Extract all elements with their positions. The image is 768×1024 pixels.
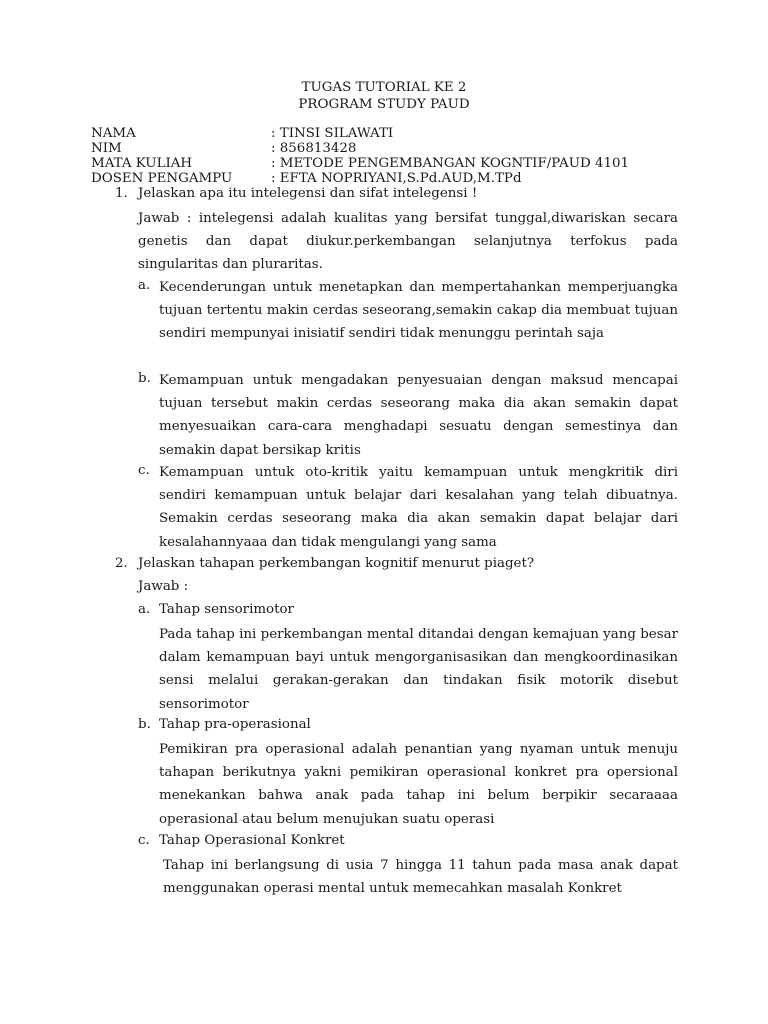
question-number: 2. (115, 556, 128, 571)
item-text: Pemikiran pra operasional adalah penantian yang nyaman untuk menuju tahapan berikutnya yakni pemikiran operasional konkret pra opersional menekankan bahwa anak pada tahap ini belum berpikir secaraaaa operasional atau belum menujukan suatu operasi (159, 742, 678, 827)
answer-label: Jawab : (138, 579, 189, 594)
question-text: Jelaskan tahapan perkembangan kognitif menurut piaget? (138, 556, 535, 571)
info-label: NIM (91, 141, 122, 156)
info-label: DOSEN PENGAMPU (91, 171, 233, 186)
info-value: : 856813428 (271, 141, 357, 156)
item-marker: a. (138, 602, 151, 617)
item-text: Pada tahap ini perkembangan mental ditandai dengan kemajuan yang besar dalam kemampuan bayi untuk mengorganisasikan dan mengkoordinasikan sensi melalui gerakan-gerakan dan tindakan fisik motorik disebut sensorimotor (159, 627, 678, 712)
item-heading: Tahap Operasional Konkret (159, 833, 345, 848)
item-text: Kemampuan untuk mengadakan penyesuaian dengan maksud mencapai tujuan tersebut makin cerdas seseorang maka dia akan semakin dapat menyesuaikan cara-cara menghadapi sesuatu dengan semestinya dan semakin dapat bersikap kritis (159, 373, 678, 458)
item-marker: c. (138, 463, 150, 478)
document-title: TUGAS TUTORIAL KE 2 (301, 80, 467, 95)
info-label: MATA KULIAH (91, 156, 193, 171)
item-marker: b. (138, 371, 151, 386)
item-heading: Tahap sensorimotor (159, 602, 294, 617)
item-marker: c. (138, 833, 150, 848)
info-value: : TINSI SILAWATI (271, 126, 394, 141)
question-text: Jelaskan apa itu intelegensi dan sifat intelegensi ! (138, 186, 478, 201)
item-marker: b. (138, 717, 151, 732)
info-value: : EFTA NOPRIYANI,S.Pd.AUD,M.TPd (271, 171, 522, 186)
info-value: : METODE PENGEMBANGAN KOGNTIF/PAUD 4101 (271, 156, 630, 171)
info-label: NAMA (91, 126, 136, 141)
question-number: 1. (115, 186, 128, 201)
item-text: Kecenderungan untuk menetapkan dan mempertahankan memperjuangka tujuan tertentu makin cerdas seseorang,semakin cakap dia membuat tujuan sendiri mempunyai inisiatif sendiri tidak menunggu perintah saja (159, 280, 678, 342)
item-text: Tahap ini berlangsung di usia 7 hingga 11 tahun pada masa anak dapat menggunakan operasi mental untuk memecahkan masalah Konkret (163, 858, 678, 897)
answer-paragraph: Jawab : intelegensi adalah kualitas yang bersifat tunggal,diwariskan secara genetis dan dapat diukur.perkembangan selanjutnya terfokus pada singularitas dan pluraritas. (138, 211, 678, 273)
item-text: Kemampuan untuk oto-kritik yaitu kemampuan untuk mengkritik diri sendiri kemampuan untuk belajar dari kesalahan yang telah dibuatnya. Semakin cerdas seseorang maka dia akan semakin dapat belajar dari kesalahannyaaa dan tidak mengulangi yang sama (159, 465, 678, 550)
item-heading: Tahap pra-operasional (159, 717, 311, 732)
document-subtitle: PROGRAM STUDY PAUD (298, 97, 470, 112)
item-marker: a. (138, 278, 151, 293)
